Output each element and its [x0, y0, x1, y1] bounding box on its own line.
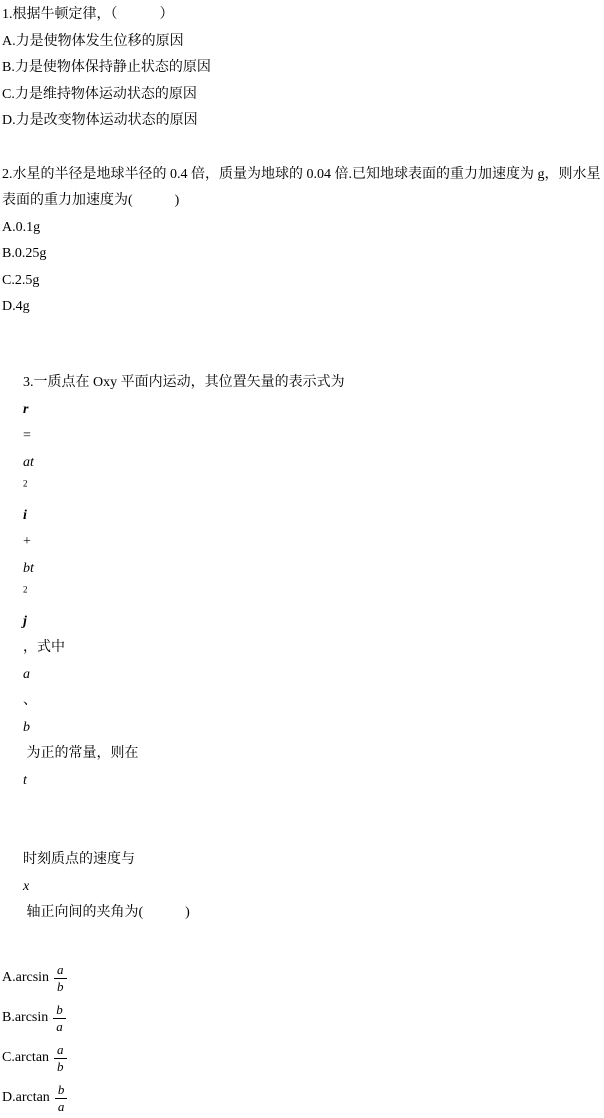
fraction-numerator: a	[54, 963, 67, 979]
fraction	[54, 1043, 67, 1074]
question-1-option-b: B.力是使物体保持静止状态的原因	[2, 60, 211, 75]
question-1-stem: 1.根据牛顿定律，（ ）	[2, 7, 174, 22]
fraction-numerator: b	[55, 1083, 68, 1099]
question-3-stem-line-1	[2, 344, 602, 821]
question-3-option-c	[2, 1038, 602, 1078]
equals-sign: =	[23, 428, 31, 443]
stem-text: 轴正向间的夹角为( )	[23, 905, 190, 920]
fraction-numerator: a	[54, 1043, 67, 1059]
question-2-stem-line-1: 2.水星的半径是地球半径的 0.4 倍，质量为地球的 0.04 倍.已知地球表面的重力加速度为 g，则水星	[2, 166, 601, 182]
fraction-denominator: a	[56, 1018, 63, 1034]
question-3-stem-line-2	[2, 821, 602, 954]
unit-vector-i-symbol: i	[23, 507, 27, 523]
question-3-option-b	[2, 998, 602, 1038]
exponent-2: 2	[23, 584, 28, 595]
stem-text: ，式中	[23, 640, 69, 655]
question-2-option-d: D.4g	[2, 299, 30, 314]
exponent-2: 2	[23, 478, 28, 489]
variable-a: a	[23, 666, 30, 682]
question-2-stem-line-2: 表面的重力加速度为( )	[2, 193, 180, 208]
unit-vector-j-symbol: j	[23, 613, 27, 629]
fraction-denominator: a	[57, 1098, 65, 1114]
fraction	[55, 1083, 68, 1114]
question-1-option-c: C.力是维持物体运动状态的原因	[2, 86, 197, 102]
question-2-option-c: C.2.5g	[2, 272, 40, 288]
option-prefix: B.arcsin	[2, 1010, 49, 1025]
variable-x: x	[23, 878, 30, 894]
stem-text: 为正的常量，则在	[23, 746, 142, 761]
plus-sign: +	[23, 534, 31, 549]
stem-text: 、	[23, 693, 37, 708]
option-prefix: C.arctan	[2, 1050, 50, 1065]
question-2-option-a: A.0.1g	[2, 219, 41, 235]
stem-text: 时刻质点的速度与	[23, 852, 139, 867]
fraction-numerator: b	[53, 1003, 66, 1019]
question-3-option-a	[2, 958, 602, 998]
question-1-option-d: D.力是改变物体运动状态的原因	[2, 113, 198, 128]
question-1-option-a: A.力是使物体发生位移的原因	[2, 33, 184, 49]
question-1	[2, 2, 602, 135]
vector-r-symbol: r	[23, 401, 29, 417]
term-at: at	[23, 454, 34, 470]
question-2	[2, 162, 602, 321]
variable-t: t	[23, 772, 27, 788]
variable-b: b	[23, 719, 30, 735]
fraction-denominator: b	[57, 978, 64, 994]
fraction	[53, 1003, 66, 1034]
option-prefix: A.arcsin	[2, 970, 50, 985]
question-2-option-b: B.0.25g	[2, 246, 47, 261]
question-3-stem	[2, 344, 602, 954]
option-prefix: D.arctan	[2, 1090, 50, 1105]
fraction	[54, 963, 67, 994]
question-3-options	[2, 958, 602, 1118]
fraction-denominator: b	[57, 1058, 64, 1074]
question-3-option-d	[2, 1078, 602, 1118]
term-bt: bt	[23, 560, 34, 576]
stem-text: 3.一质点在 Oxy 平面内运动，其位置矢量的表示式为	[23, 375, 349, 390]
